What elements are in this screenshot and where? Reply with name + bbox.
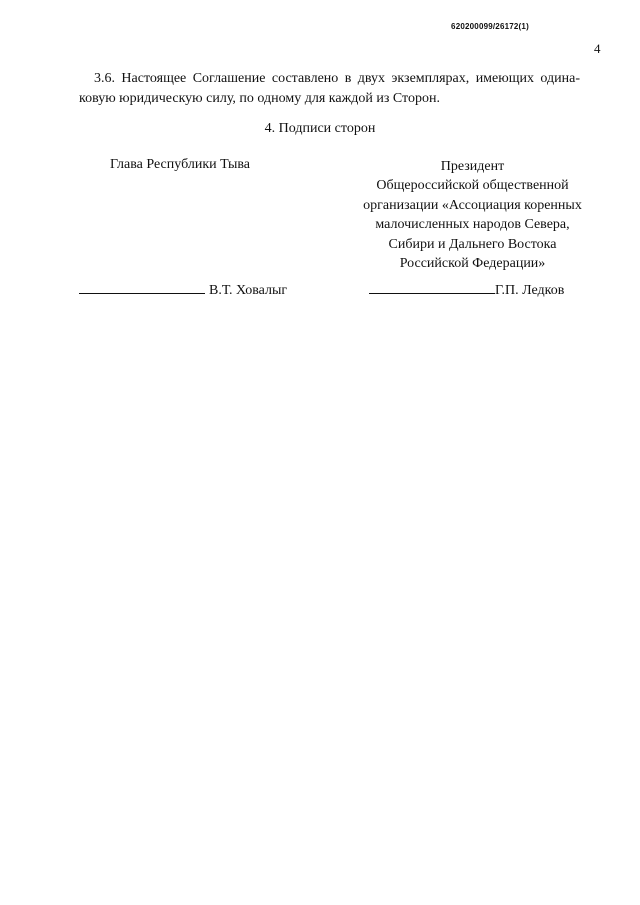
right-signer-name: Г.П. Ледков bbox=[495, 283, 565, 298]
right-party-title-line: Сибири и Дальнего Востока bbox=[388, 236, 557, 252]
page-number: 4 bbox=[594, 41, 601, 56]
right-party-title-line: Российской Федерации» bbox=[399, 256, 546, 272]
right-party-title-line: Общероссийской общественной bbox=[376, 178, 569, 194]
signature-line bbox=[79, 279, 205, 294]
section-title: 4. Подписи сторон bbox=[264, 121, 376, 136]
left-signer-name: В.Т. Ховалыг bbox=[209, 283, 288, 298]
signature-line bbox=[369, 279, 495, 294]
clause-text-line-2: ковую юридическую силу, по одному для каждой из Сторон. bbox=[79, 91, 440, 106]
right-signature-block bbox=[369, 279, 564, 299]
clause-3-6 bbox=[79, 69, 580, 109]
right-party-title-line: организации «Ассоциация коренных bbox=[363, 197, 582, 213]
right-party-title-line: малочисленных народов Севера, bbox=[375, 217, 570, 233]
document-id: 620200099/26172(1) bbox=[451, 22, 529, 31]
left-signature-block bbox=[79, 279, 287, 299]
right-party-title bbox=[335, 157, 610, 273]
clause-text-line-1: 3.6. Настоящее Соглашение составлено в двух экземплярах, имеющих одина- bbox=[94, 71, 580, 86]
left-party-title: Глава Республики Тыва bbox=[110, 157, 251, 172]
right-party-title-line: Президент bbox=[440, 159, 505, 174]
